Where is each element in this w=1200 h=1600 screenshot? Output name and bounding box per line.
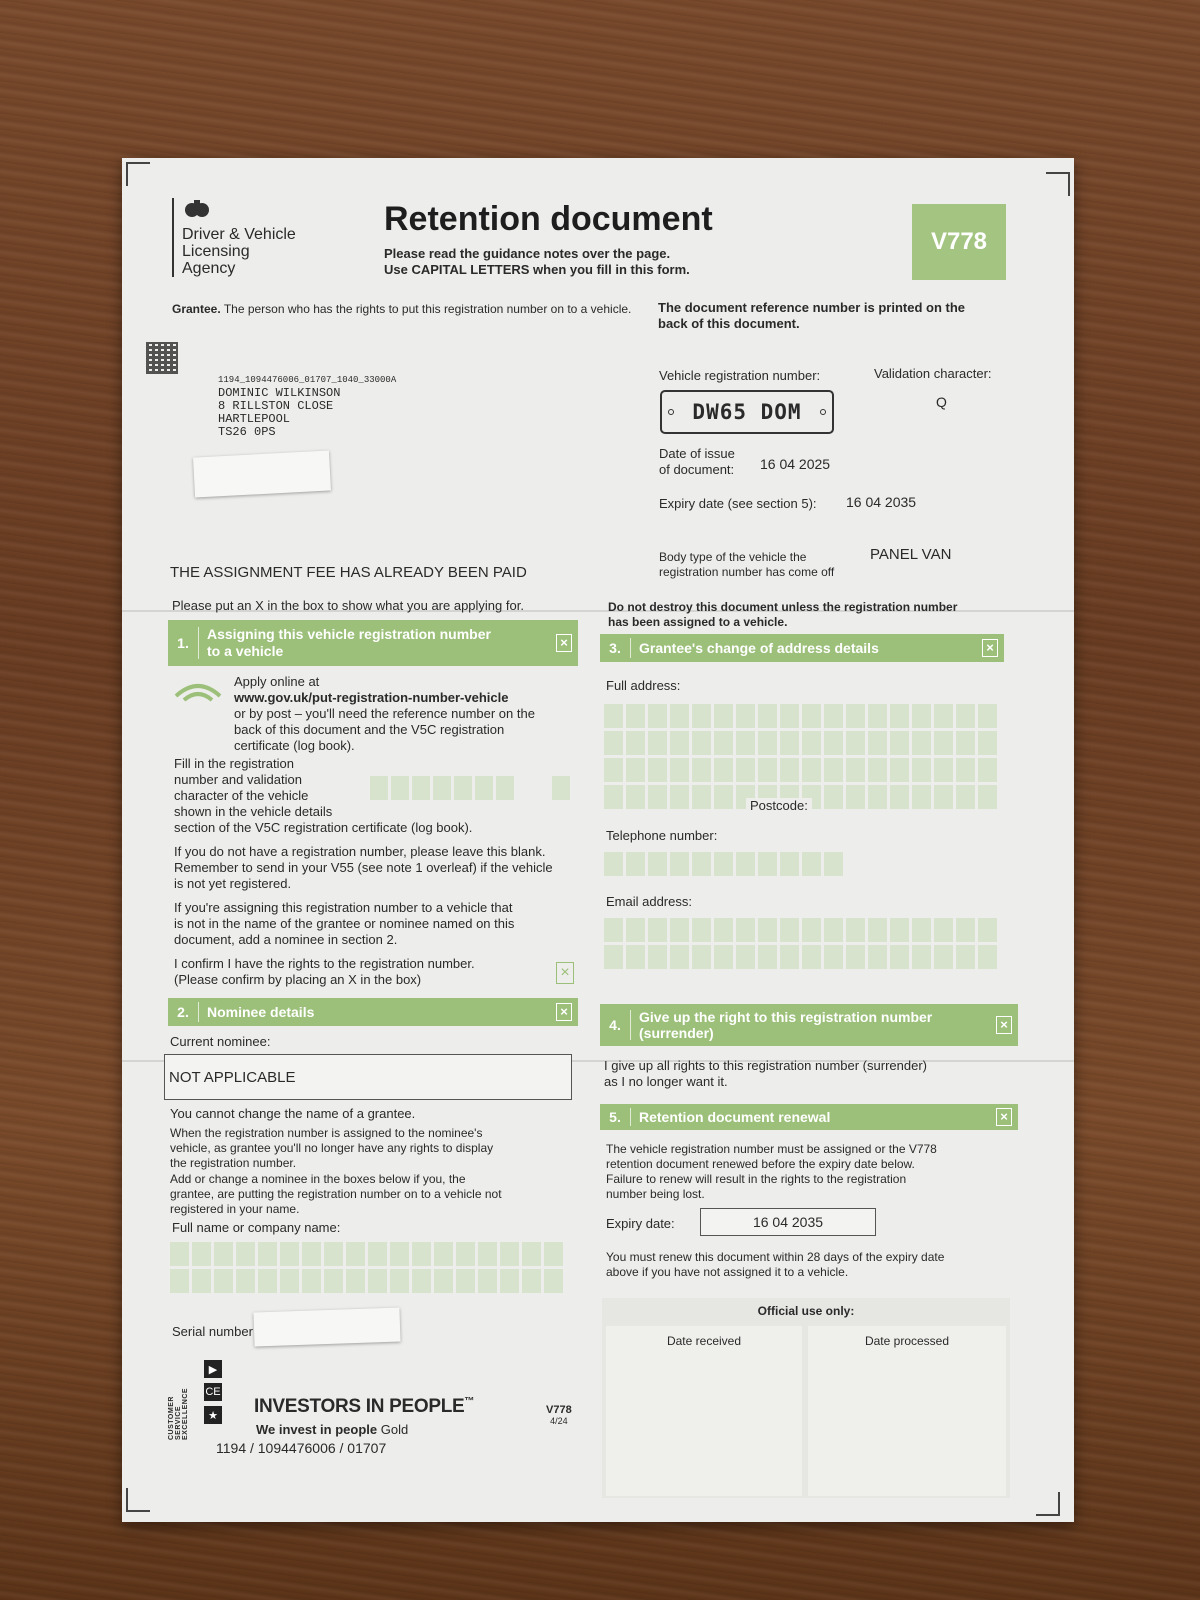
section-3-header — [600, 634, 1004, 662]
section-2-checkbox[interactable]: × — [556, 1003, 572, 1021]
issue-date-label — [659, 446, 735, 478]
postcode-label: Postcode: — [746, 798, 812, 814]
form-badge: V778 — [912, 204, 1006, 280]
address-code: 1194_1094476006_01707_1040_33000A — [218, 375, 397, 385]
section-1-header — [168, 620, 578, 666]
text-line: You must renew this document within 28 days of the expiry date — [606, 1250, 945, 1264]
text-line: as I no longer want it. — [604, 1074, 728, 1089]
iip-level: Gold — [380, 1422, 409, 1437]
text-line: (Please confirm by placing an X in the box) — [174, 972, 422, 987]
date-received-box — [606, 1326, 802, 1496]
crop-mark — [126, 162, 150, 186]
cse-logo-text: CUSTOMER SERVICE EXCELLENCE — [168, 1387, 189, 1440]
text-line: retention document renewed before the expiry date below. — [606, 1157, 915, 1171]
reference-note: The document reference number is printed on the back of this document. — [658, 300, 965, 331]
grantee-name: DOMINIC WILKINSON — [218, 386, 341, 400]
section-title — [639, 1009, 932, 1041]
document-subtitle — [384, 246, 690, 278]
crop-mark — [126, 1488, 150, 1512]
text-line: vehicle, as grantee you'll no longer have any rights to display — [170, 1141, 494, 1155]
plate-screw — [820, 409, 826, 415]
serial-number-label: Serial number — [172, 1324, 253, 1339]
renewal-expiry-value: 16 04 2035 — [752, 1214, 824, 1230]
text-line: Add or change a nominee in the boxes below if you, the — [170, 1172, 466, 1186]
grantee-change-note: You cannot change the name of a grantee. — [170, 1106, 416, 1121]
grantee-text: The person who has the rights to put this registration number on to a vehicle. — [223, 302, 632, 316]
full-address-label: Full address: — [606, 678, 681, 693]
section-title: Retention document renewal — [639, 1109, 831, 1125]
section-4-header — [600, 1004, 1018, 1046]
paper-tape — [253, 1307, 400, 1346]
section-1-checkbox[interactable]: × — [556, 634, 572, 652]
cse-icon: CE — [204, 1383, 222, 1401]
body-type-label — [659, 550, 834, 580]
agency-name-line: Licensing — [182, 243, 250, 260]
subtitle-line: Use CAPITAL LETTERS when you fill in this form. — [384, 262, 690, 277]
email-boxes[interactable] — [604, 918, 997, 969]
text-line: section of the V5C registration certificate (log book). — [174, 820, 473, 835]
form-version: 4/24 — [550, 1416, 568, 1426]
paper-tape — [193, 450, 331, 497]
renewal-text — [606, 1142, 1016, 1202]
label-line: registration number has come off — [659, 565, 835, 579]
registration-number-boxes[interactable] — [370, 776, 514, 800]
label-line: Date of issue — [659, 446, 735, 461]
section-2-header — [168, 998, 578, 1026]
validation-character: Q — [936, 394, 947, 410]
crest-icon — [182, 198, 212, 222]
agency-logo — [172, 198, 302, 277]
title-line: Give up the right to this registration number — [639, 1009, 933, 1025]
do-not-destroy-note: Do not destroy this document unless the registration number has been assigned to a vehicle. — [608, 600, 958, 629]
text-line: is not in the name of the grantee or nominee named on this — [174, 916, 515, 931]
text-line: Apply online at — [234, 674, 320, 689]
section-5-checkbox[interactable]: × — [996, 1108, 1012, 1126]
text-line: Remember to send in your V55 (see note 1 overleaf) if the vehicle — [174, 860, 553, 875]
current-nominee-label: Current nominee: — [170, 1034, 271, 1049]
renewal-expiry-field — [700, 1208, 876, 1236]
plate-screw — [668, 409, 674, 415]
qr-code — [146, 342, 178, 374]
text-line: back of this document and the V5C registration — [234, 722, 505, 737]
text-line: grantee, are putting the registration number on to a vehicle not — [170, 1187, 502, 1201]
section-number: 5. — [600, 1108, 631, 1126]
text-line: The vehicle registration number must be assigned or the V778 — [606, 1142, 937, 1156]
text-line: document, add a nominee in section 2. — [174, 932, 398, 947]
body-type: PANEL VAN — [870, 546, 952, 563]
text-line: character of the vehicle — [174, 788, 309, 803]
full-name-boxes[interactable] — [170, 1242, 563, 1293]
telephone-label: Telephone number: — [606, 828, 718, 843]
official-use-panel — [602, 1298, 1010, 1498]
document-title: Retention document — [384, 200, 713, 238]
play-icon: ▶ — [204, 1360, 222, 1378]
section-3-checkbox[interactable]: × — [982, 639, 998, 657]
grantee-address — [218, 374, 396, 439]
telephone-boxes[interactable] — [604, 852, 843, 876]
expiry-date-label: Expiry date (see section 5): — [659, 496, 817, 511]
validation-character-box[interactable] — [552, 776, 570, 800]
text-line: shown in the vehicle details — [174, 804, 333, 819]
label-line: of document: — [659, 462, 735, 477]
address-street: 8 RILLSTON CLOSE — [218, 399, 334, 413]
surrender-text — [604, 1058, 1004, 1090]
text-line: above if you have not assigned it to a vehicle. — [606, 1265, 849, 1279]
text-line: the registration number. — [170, 1156, 297, 1170]
apply-online-link[interactable]: www.gov.uk/put-registration-number-vehicle — [234, 690, 509, 705]
instruction-text: Please put an X in the box to show what you are applying for. — [172, 598, 524, 613]
grantee-description — [172, 302, 652, 317]
text-line: I give up all rights to this registration number (surrender) — [604, 1058, 927, 1073]
issue-date: 16 04 2025 — [760, 456, 831, 472]
confirm-rights-text — [174, 956, 544, 988]
text-line: is not yet registered. — [174, 876, 292, 891]
document-reference: 1194 / 1094476006 / 01707 — [216, 1440, 387, 1456]
agency-name-line: Agency — [182, 260, 236, 277]
expiry-date: 16 04 2035 — [846, 494, 917, 510]
iip-logo — [254, 1396, 474, 1418]
section-number: 1. — [168, 627, 199, 659]
section-number: 4. — [600, 1010, 631, 1039]
section-number: 2. — [168, 1002, 199, 1022]
full-address-boxes[interactable] — [604, 704, 997, 809]
subtitle-line: Please read the guidance notes over the page. — [384, 246, 671, 261]
apply-online-text — [234, 674, 584, 754]
section-4-checkbox[interactable]: × — [996, 1016, 1012, 1034]
confirm-rights-checkbox[interactable]: × — [556, 962, 574, 984]
reg-number: DW65 DOM — [692, 400, 802, 424]
reg-number-label: Vehicle registration number: — [659, 368, 821, 383]
email-label: Email address: — [606, 894, 692, 909]
date-received-label: Date received — [666, 1334, 742, 1348]
section-title: Grantee's change of address details — [639, 640, 879, 656]
official-use-title: Official use only: — [757, 1304, 855, 1318]
crop-mark — [1046, 172, 1070, 196]
text-line: If you're assigning this registration number to a vehicle that — [174, 900, 513, 915]
text-line: When the registration number is assigned to the nominee's — [170, 1126, 483, 1140]
text-line: If you do not have a registration number, please leave this blank. — [174, 844, 546, 859]
form-code — [546, 1404, 572, 1426]
form-code-value: V778 — [546, 1404, 572, 1416]
renewal-deadline-text — [606, 1250, 1016, 1280]
section-5-header — [600, 1104, 1018, 1130]
text-line: Fill in the registration — [174, 756, 294, 771]
text-line: registered in your name. — [170, 1202, 300, 1216]
current-nominee-field — [164, 1054, 572, 1100]
title-line: (surrender) — [639, 1025, 714, 1041]
fee-notice: THE ASSIGNMENT FEE HAS ALREADY BEEN PAID — [170, 564, 527, 581]
text-line: number being lost. — [606, 1187, 705, 1201]
agency-name-line: Driver & Vehicle — [182, 226, 296, 243]
crop-mark — [1036, 1492, 1060, 1516]
current-nominee-value: NOT APPLICABLE — [169, 1069, 296, 1086]
text-line: number and validation — [174, 772, 302, 787]
date-processed-box — [808, 1326, 1006, 1496]
iip-title: INVESTORS IN PEOPLE — [254, 1396, 465, 1417]
label-line: Body type of the vehicle the — [659, 550, 807, 564]
retention-document — [122, 158, 1074, 1522]
cse-logo — [204, 1360, 222, 1429]
full-name-label: Full name or company name: — [172, 1220, 341, 1235]
no-registration-note — [174, 844, 594, 892]
address-postcode: TS26 0PS — [218, 425, 276, 439]
nominee-assignment-note — [170, 1126, 590, 1171]
nominee-note — [174, 900, 594, 948]
section-title — [207, 626, 491, 660]
text-line: or by post – you'll need the reference number on the — [234, 706, 535, 721]
grantee-label: Grantee. — [172, 302, 221, 316]
iip-sub: We invest in people — [256, 1422, 378, 1437]
validation-label: Validation character: — [874, 366, 992, 381]
star-icon: ★ — [204, 1406, 222, 1424]
text-line: I confirm I have the rights to the registration number. — [174, 956, 475, 971]
section-title: Nominee details — [207, 1004, 315, 1020]
online-icon — [174, 676, 222, 704]
title-line: to a vehicle — [207, 643, 284, 659]
iip-tagline — [256, 1422, 408, 1437]
section-number: 3. — [600, 638, 631, 658]
address-town: HARTLEPOOL — [218, 412, 291, 426]
date-processed-label: Date processed — [864, 1334, 950, 1348]
title-line: Assigning this vehicle registration number — [207, 626, 491, 642]
iip-trademark: ™ — [464, 1396, 475, 1407]
text-line: Failure to renew will result in the rights to the registration — [606, 1172, 907, 1186]
renewal-expiry-label: Expiry date: — [606, 1216, 675, 1231]
add-nominee-note — [170, 1172, 590, 1217]
text-line: certificate (log book). — [234, 738, 355, 753]
registration-plate — [660, 390, 834, 434]
